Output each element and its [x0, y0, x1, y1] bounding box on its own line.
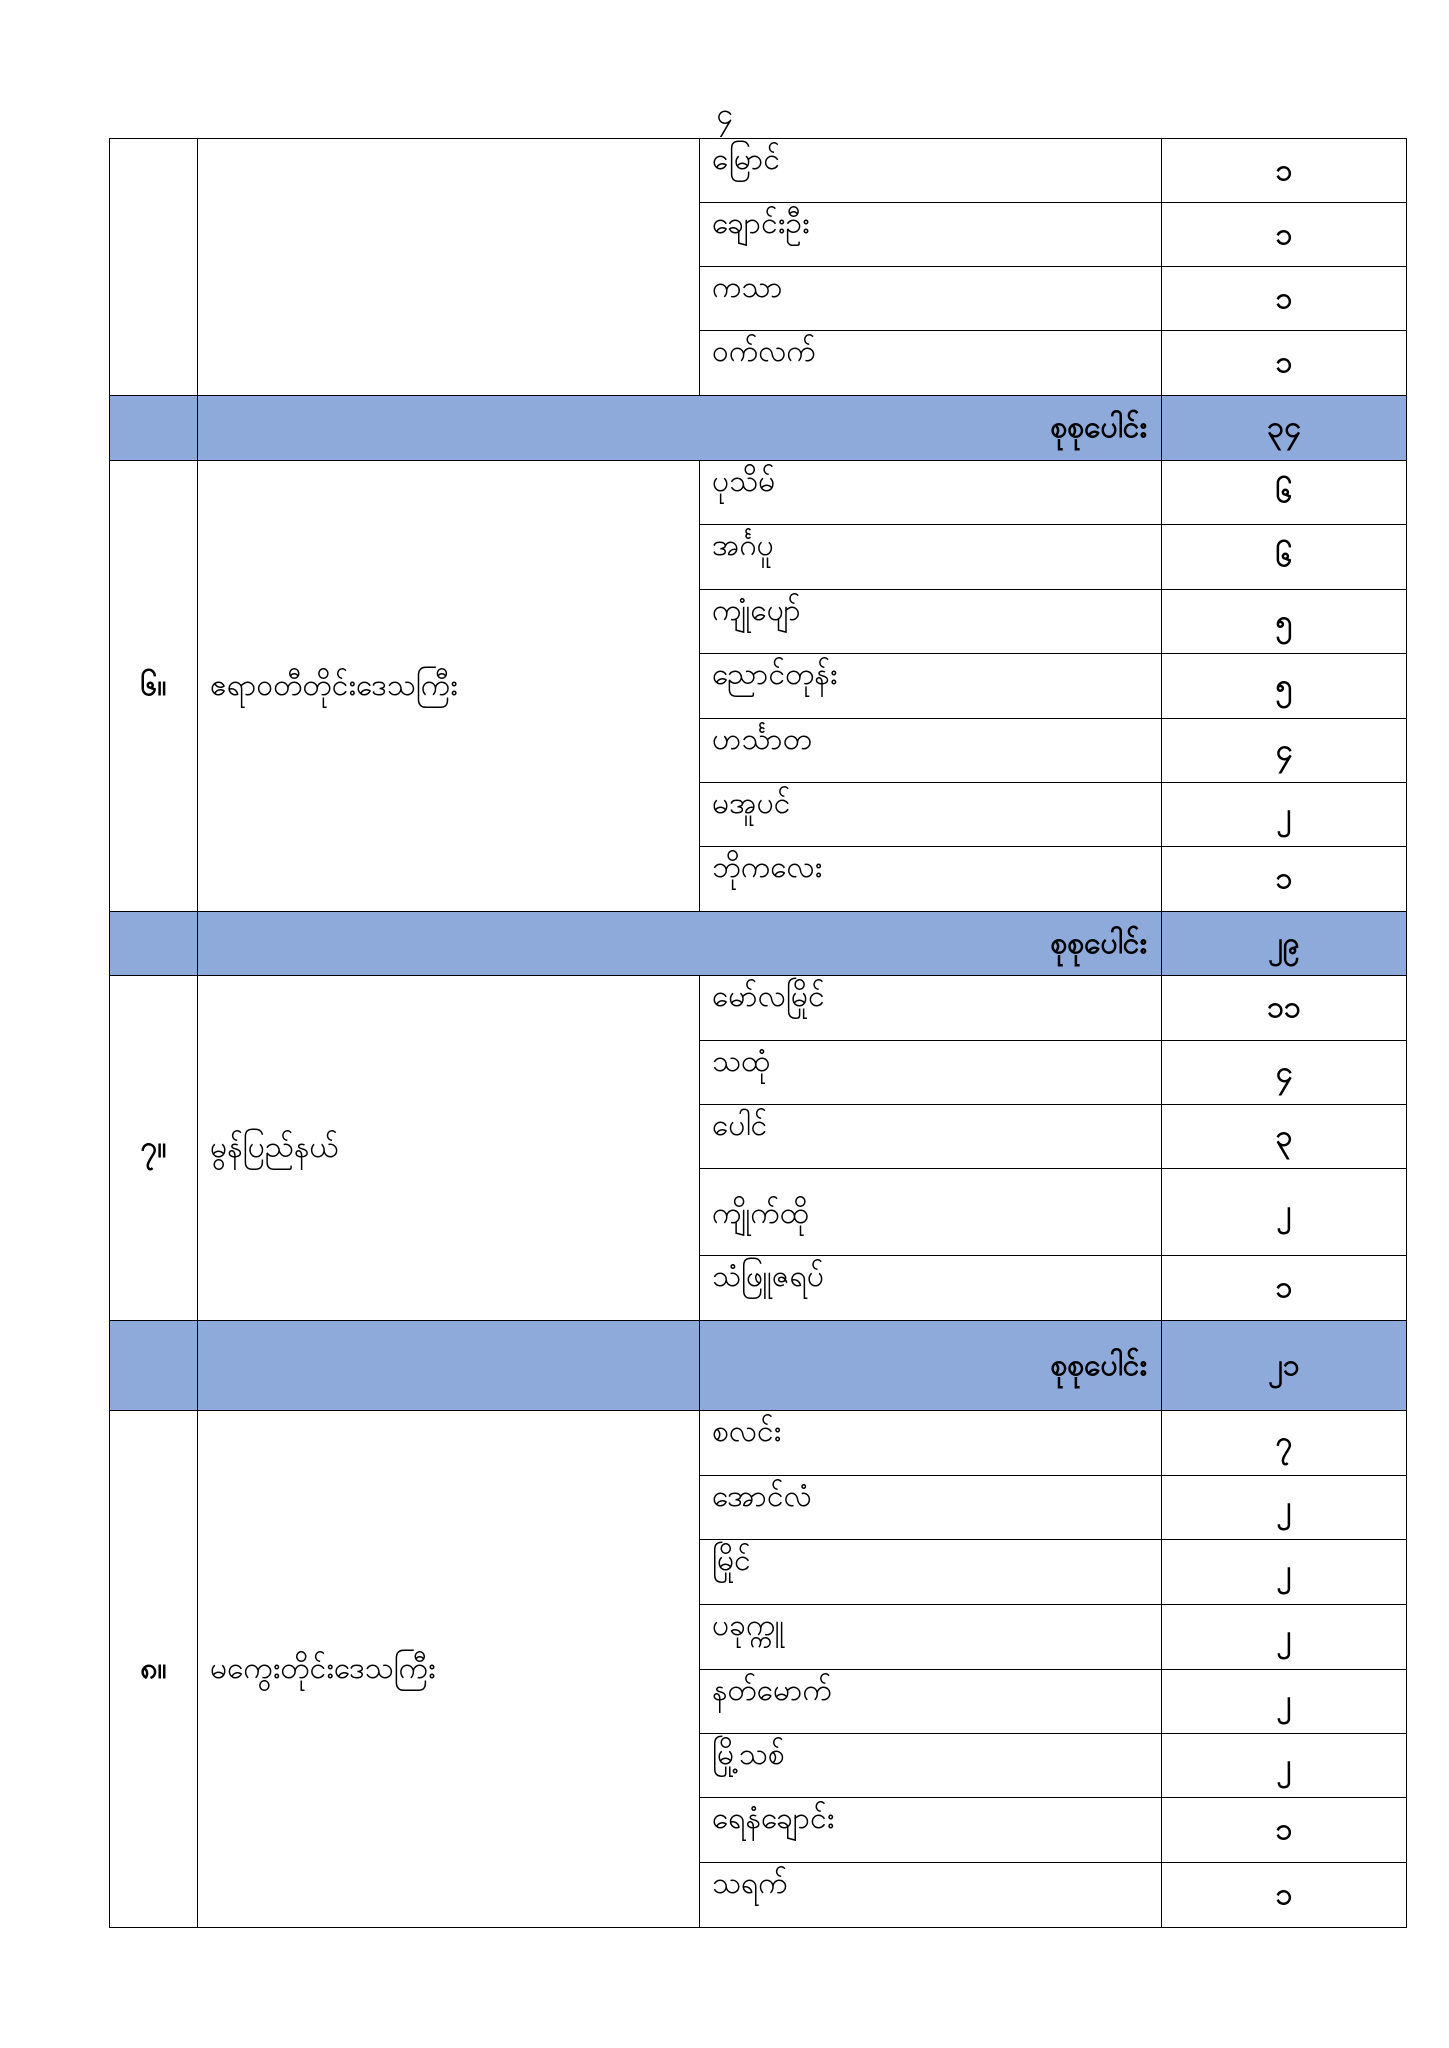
table-row [110, 461, 1407, 525]
total-blank-cell [198, 1321, 700, 1411]
township-name: မအူပင် [700, 783, 1162, 847]
township-count: ၁ [1162, 139, 1407, 203]
township-name: ဝက်လက် [700, 331, 1162, 396]
total-value: ၂၉ [1162, 912, 1407, 976]
township-name: ကသာ [700, 267, 1162, 331]
township-count: ၂ [1162, 1670, 1407, 1734]
township-name: သံဖြူဇရပ် [700, 1256, 1162, 1321]
township-count: ၂ [1162, 783, 1407, 847]
township-name: ရေနံချောင်း [700, 1798, 1162, 1863]
township-name: အင်္ဂပူ [700, 525, 1162, 590]
total-label: စုစုပေါင်း [700, 1321, 1162, 1411]
township-count: ၁ [1162, 847, 1407, 912]
township-count: ၆ [1162, 525, 1407, 590]
township-name: မြို့သစ် [700, 1734, 1162, 1798]
township-count: ၅ [1162, 654, 1407, 719]
total-row [110, 396, 1407, 461]
township-name: မြောင် [700, 139, 1162, 203]
township-name: ညောင်တုန်း [700, 654, 1162, 719]
township-count: ၄ [1162, 719, 1407, 783]
township-count-table [109, 138, 1407, 1928]
township-name: ကျုံပျော် [700, 590, 1162, 654]
township-name: သထုံ [700, 1041, 1162, 1105]
township-name: နတ်မောက် [700, 1670, 1162, 1734]
township-count: ၁ [1162, 1798, 1407, 1863]
township-name: ပခုက္ကူ [700, 1605, 1162, 1670]
township-count: ၅ [1162, 590, 1407, 654]
township-count: ၂ [1162, 1605, 1407, 1670]
region-name [198, 139, 700, 396]
table-row [110, 976, 1407, 1041]
township-count: ၂ [1162, 1540, 1407, 1605]
township-name: ကျိုက်ထို [700, 1169, 1162, 1256]
township-name: မြိုင် [700, 1540, 1162, 1605]
region-number: ၇။ [110, 976, 198, 1321]
township-count: ၃ [1162, 1105, 1407, 1169]
township-count: ၁၁ [1162, 976, 1407, 1041]
township-name: ဟင်္သာတ [700, 719, 1162, 783]
township-count: ၂ [1162, 1734, 1407, 1798]
township-name: ပေါင် [700, 1105, 1162, 1169]
township-count: ၁ [1162, 1863, 1407, 1928]
table-row [110, 139, 1407, 203]
total-blank-cell [110, 1321, 198, 1411]
total-label: စုစုပေါင်း [198, 912, 1162, 976]
township-name: သရက် [700, 1863, 1162, 1928]
township-count: ၄ [1162, 1041, 1407, 1105]
township-name: အောင်လံ [700, 1476, 1162, 1540]
total-value: ၃၄ [1162, 396, 1407, 461]
total-value: ၂၁ [1162, 1321, 1407, 1411]
table-row [110, 1411, 1407, 1476]
region-number: ၈။ [110, 1411, 198, 1928]
township-name: ဘိုကလေး [700, 847, 1162, 912]
township-count: ၁ [1162, 1256, 1407, 1321]
township-count: ၁ [1162, 331, 1407, 396]
region-name: မွန်ပြည်နယ် [198, 976, 700, 1321]
township-name: စလင်း [700, 1411, 1162, 1476]
township-name: မော်လမြိုင် [700, 976, 1162, 1041]
region-name: မကွေးတိုင်းဒေသကြီး [198, 1411, 700, 1928]
total-row [110, 1321, 1407, 1411]
total-label: စုစုပေါင်း [198, 396, 1162, 461]
page-number: ၄ [716, 97, 733, 132]
township-count: ၁ [1162, 267, 1407, 331]
township-count: ၂ [1162, 1169, 1407, 1256]
township-count: ၆ [1162, 461, 1407, 525]
total-row [110, 912, 1407, 976]
region-name: ဧရာဝတီတိုင်းဒေသကြီး [198, 461, 700, 912]
region-number [110, 139, 198, 396]
township-name: ချောင်းဦး [700, 203, 1162, 267]
township-count: ၂ [1162, 1476, 1407, 1540]
total-blank-cell [110, 396, 198, 461]
township-count: ၁ [1162, 203, 1407, 267]
total-blank-cell [110, 912, 198, 976]
township-name: ပုသိမ် [700, 461, 1162, 525]
township-count: ၇ [1162, 1411, 1407, 1476]
region-number: ၆။ [110, 461, 198, 912]
